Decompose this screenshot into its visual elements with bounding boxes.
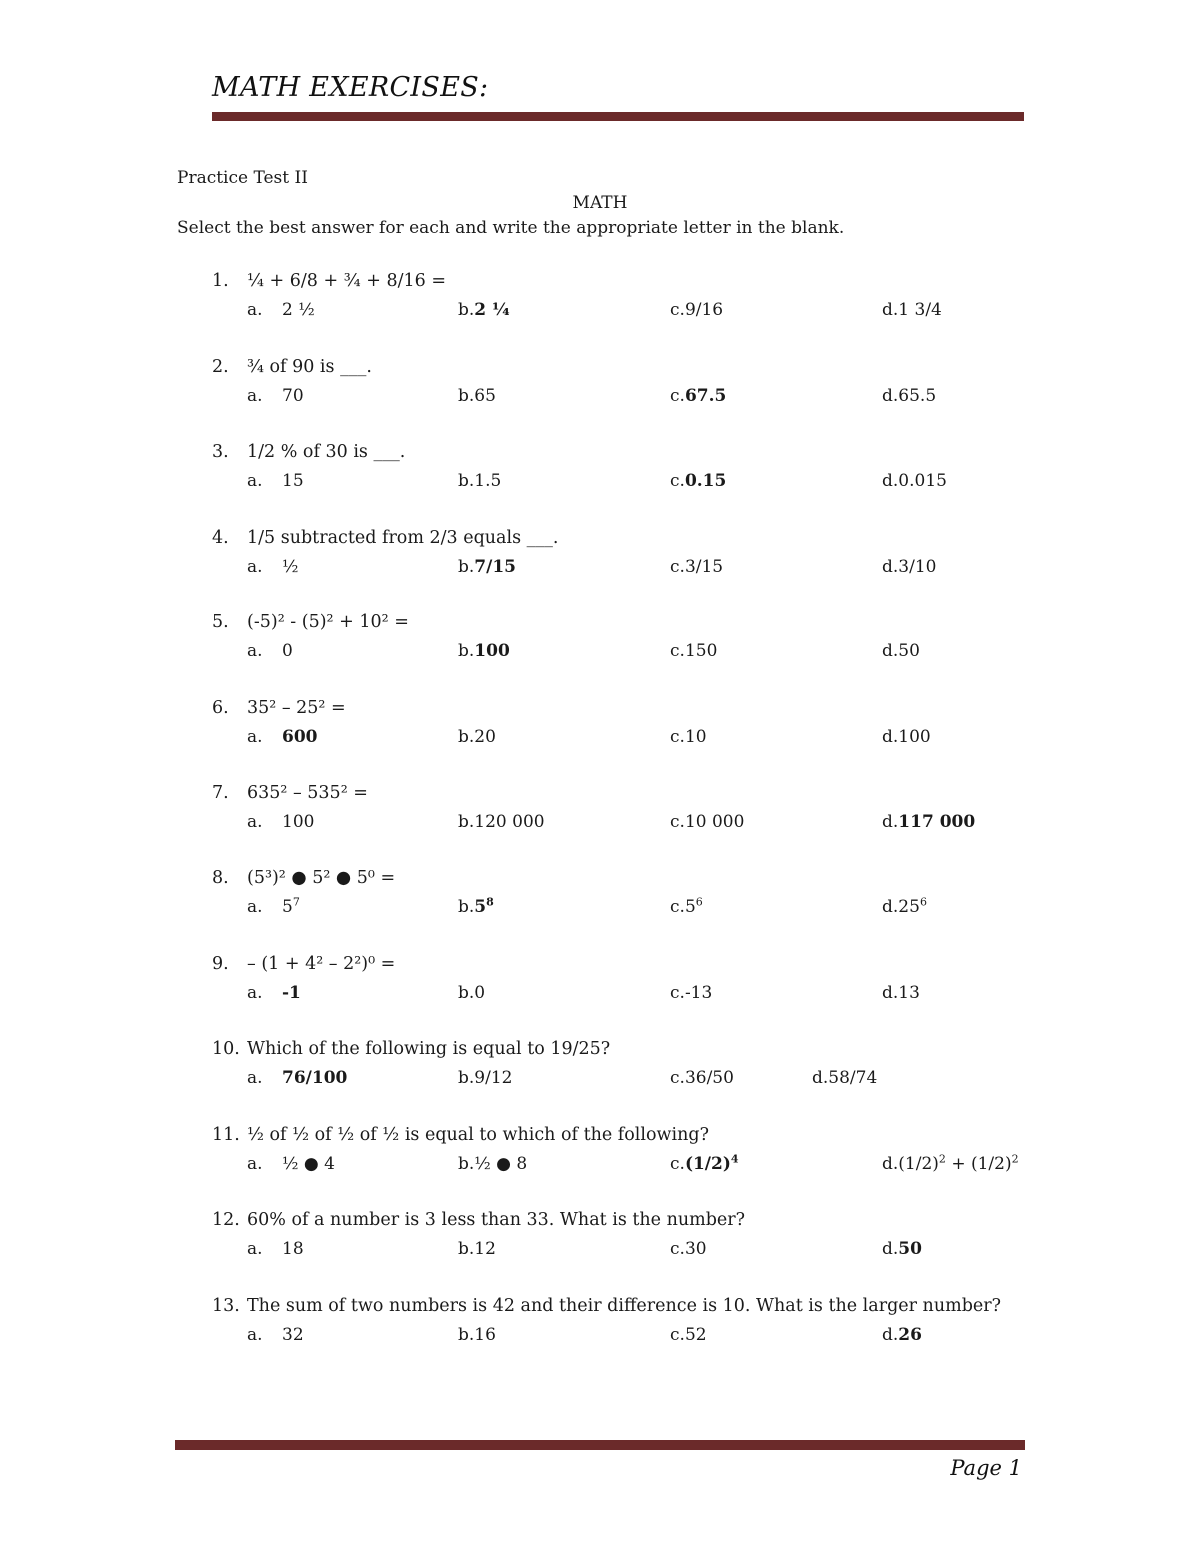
question-number: 3. bbox=[212, 442, 229, 462]
question-10 bbox=[212, 1039, 1042, 1099]
question-number: 4. bbox=[212, 528, 229, 548]
option-a: a. 2 ½ bbox=[247, 300, 315, 320]
question-number: 6. bbox=[212, 698, 229, 718]
question-text: The sum of two numbers is 42 and their difference is 10. What is the larger number? bbox=[247, 1296, 1001, 1316]
option-a: a. 600 bbox=[247, 727, 318, 747]
option-b: b.7/15 bbox=[458, 557, 516, 577]
question-number: 10. bbox=[212, 1039, 240, 1059]
option-c: c.52 bbox=[670, 1325, 707, 1345]
question-11 bbox=[212, 1125, 1042, 1185]
option-d: $d.(1/2)^2 + (1/2)^2$ bbox=[882, 1152, 1019, 1174]
question-number: 9. bbox=[212, 954, 229, 974]
option-c: c.30 bbox=[670, 1239, 707, 1259]
question-12 bbox=[212, 1210, 1042, 1270]
option-c: c.10 bbox=[670, 727, 707, 747]
option-c: c.-13 bbox=[670, 983, 713, 1003]
question-1 bbox=[212, 271, 1042, 331]
test-subtitle: Practice Test II bbox=[177, 168, 308, 188]
option-d: d.117 000 bbox=[882, 812, 976, 832]
option-d: d.100 bbox=[882, 727, 931, 747]
question-text: 635² – 535² = bbox=[247, 783, 368, 803]
option-a: a. 32 bbox=[247, 1325, 304, 1345]
question-text: – (1 + 4² – 2²)⁰ = bbox=[247, 954, 396, 974]
option-c: c.3/15 bbox=[670, 557, 724, 577]
page-header-title: MATH EXERCISES: bbox=[212, 72, 489, 103]
question-text: 1/5 subtracted from 2/3 equals ___. bbox=[247, 528, 559, 548]
option-d: d.0.015 bbox=[882, 471, 947, 491]
option-b: b.2 ¼ bbox=[458, 300, 510, 320]
footer-rule bbox=[175, 1440, 1025, 1450]
option-b: b.65 bbox=[458, 386, 496, 406]
option-c: c.9/16 bbox=[670, 300, 724, 320]
question-13 bbox=[212, 1296, 1042, 1356]
question-number: 12. bbox=[212, 1210, 240, 1230]
question-text: Which of the following is equal to 19/25? bbox=[247, 1039, 611, 1059]
question-number: 11. bbox=[212, 1125, 240, 1145]
question-text: ¾ of 90 is ___. bbox=[247, 357, 372, 377]
question-text: ½ of ½ of ½ of ½ is equal to which of the following? bbox=[247, 1125, 709, 1145]
option-b: b.120 000 bbox=[458, 812, 545, 832]
option-b: b.16 bbox=[458, 1325, 496, 1345]
option-a: a. 76/100 bbox=[247, 1068, 348, 1088]
question-2 bbox=[212, 357, 1042, 417]
option-b: b.20 bbox=[458, 727, 496, 747]
question-text: 60% of a number is 3 less than 33. What is the number? bbox=[247, 1210, 746, 1230]
option-d: d.65.5 bbox=[882, 386, 937, 406]
option-a: a. -1 bbox=[247, 983, 301, 1003]
option-d: d.50 bbox=[882, 641, 920, 661]
question-number: 5. bbox=[212, 612, 229, 632]
question-9 bbox=[212, 954, 1042, 1014]
question-5 bbox=[212, 612, 1042, 672]
question-3 bbox=[212, 442, 1042, 502]
option-a: a. 18 bbox=[247, 1239, 304, 1259]
question-number: 13. bbox=[212, 1296, 240, 1316]
question-6 bbox=[212, 698, 1042, 758]
option-c: c.36/50 bbox=[670, 1068, 734, 1088]
question-number: 8. bbox=[212, 868, 229, 888]
option-d: d.58/74 bbox=[812, 1068, 878, 1088]
option-c: c.150 bbox=[670, 641, 718, 661]
option-b: b.12 bbox=[458, 1239, 496, 1259]
option-d: d.1 3/4 bbox=[882, 300, 942, 320]
option-a: a. ½ bbox=[247, 557, 299, 577]
option-b: b.0 bbox=[458, 983, 486, 1003]
page-number: Page 1 bbox=[950, 1456, 1022, 1480]
instructions-text: Select the best answer for each and write the appropriate letter in the blank. bbox=[177, 218, 845, 238]
question-text: 1/2 % of 30 is ___. bbox=[247, 442, 406, 462]
option-a: a. ½ ● 4 bbox=[247, 1154, 335, 1174]
option-b: b.1.5 bbox=[458, 471, 502, 491]
option-d: d.13 bbox=[882, 983, 920, 1003]
option-d: $d.25^6$ bbox=[882, 895, 927, 917]
option-a: a. $5^7$ bbox=[247, 895, 300, 917]
option-c: c.67.5 bbox=[670, 386, 727, 406]
option-c: $c.5^6$ bbox=[670, 895, 703, 917]
option-b: b.100 bbox=[458, 641, 510, 661]
option-d: d.26 bbox=[882, 1325, 922, 1345]
question-number: 7. bbox=[212, 783, 229, 803]
option-c: $c.(1/2)^4$ bbox=[670, 1152, 739, 1174]
option-a: a. 0 bbox=[247, 641, 293, 661]
section-title: MATH bbox=[572, 193, 628, 213]
question-number: 1. bbox=[212, 271, 229, 291]
option-b: $b.5^8$ bbox=[458, 895, 494, 917]
question-7 bbox=[212, 783, 1042, 843]
question-number: 2. bbox=[212, 357, 229, 377]
option-b: b.9/12 bbox=[458, 1068, 513, 1088]
question-text: (5³)² ● 5² ● 5⁰ = bbox=[247, 868, 396, 888]
question-4 bbox=[212, 528, 1042, 588]
option-a: a. 100 bbox=[247, 812, 315, 832]
question-text: 35² – 25² = bbox=[247, 698, 346, 718]
option-c: c.0.15 bbox=[670, 471, 727, 491]
question-text: ¼ + 6/8 + ¾ + 8/16 = bbox=[247, 271, 446, 291]
option-d: d.50 bbox=[882, 1239, 922, 1259]
option-b: b.½ ● 8 bbox=[458, 1154, 528, 1174]
option-d: d.3/10 bbox=[882, 557, 937, 577]
header-rule bbox=[212, 112, 1024, 121]
question-text: (-5)² - (5)² + 10² = bbox=[247, 612, 409, 632]
option-c: c.10 000 bbox=[670, 812, 745, 832]
question-8 bbox=[212, 868, 1042, 928]
option-a: a. 15 bbox=[247, 471, 304, 491]
option-a: a. 70 bbox=[247, 386, 304, 406]
